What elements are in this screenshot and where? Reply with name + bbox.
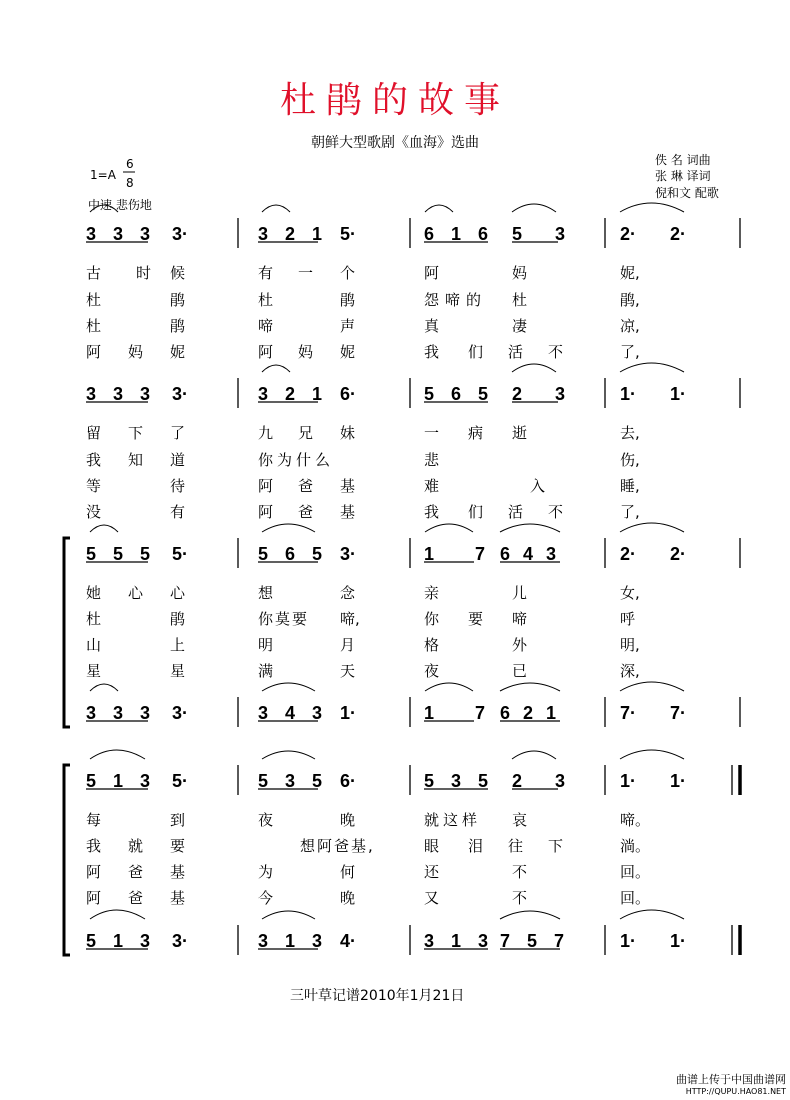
lyric-syllable: 何 [340, 863, 356, 881]
lyric-syllable: 就 [128, 837, 144, 855]
note-group: 5· [172, 771, 189, 791]
lyric-syllable: 明, [620, 636, 640, 654]
lyric-syllable: 基 [340, 503, 356, 521]
note-group: 5· [172, 544, 189, 564]
lyric-syllable: 没 [86, 503, 102, 521]
lyric-syllable: 活 [508, 503, 524, 521]
lyric-syllable: 鹃, [620, 291, 640, 309]
note-group: 2· [620, 544, 637, 564]
lyric-syllable: 我 [86, 837, 102, 855]
lyric-syllable: 爸 [128, 863, 144, 881]
note-group: 3 2 1 [258, 384, 329, 404]
note-group: 7· [670, 703, 687, 723]
lyric-syllable: 我 [424, 503, 440, 521]
lyric-syllable: 兄 [298, 424, 314, 442]
lyric-syllable: 今 [258, 889, 274, 907]
note-group: 1 7 [424, 544, 504, 564]
lyric-syllable: 怨啼的 [424, 291, 488, 309]
lyric-syllable: 们 [468, 343, 484, 361]
note-group: 3· [172, 224, 189, 244]
lyric-syllable: 每 [86, 811, 102, 829]
lyric-syllable: 我 [424, 343, 440, 361]
note-group: 7 5 7 [500, 931, 571, 951]
lyric-syllable: 阿 [86, 889, 102, 907]
lyric-syllable: 入 [530, 477, 546, 495]
lyric-syllable: 杜 [86, 610, 102, 628]
watermark-line-1: 曲谱上传于中国曲谱网 [676, 1073, 786, 1086]
lyric-syllable: 妮, [620, 264, 640, 282]
note-group: 5· [340, 224, 357, 244]
lyric-syllable: 妈 [298, 343, 314, 361]
lyric-syllable: 又 [424, 889, 440, 907]
lyric-syllable: 不 [512, 863, 528, 881]
note-group: 1· [670, 931, 687, 951]
lyric-syllable: 杜 [86, 317, 102, 335]
lyric-syllable: 伤, [620, 451, 640, 469]
lyric-syllable: 女, [620, 584, 640, 602]
lyric-syllable: 鹃 [170, 317, 186, 335]
lyric-syllable: 淌。 [620, 837, 651, 855]
lyric-syllable: 古 [86, 264, 102, 282]
lyric-syllable: 亲 [424, 584, 440, 602]
transcription-note: 三叶草记谱2010年1月21日 [290, 988, 465, 1004]
lyric-syllable: 哀 [512, 811, 528, 829]
note-group: 2· [670, 544, 687, 564]
lyric-syllable: 悲 [424, 451, 440, 469]
lyric-syllable: 为 [258, 863, 274, 881]
lyric-syllable: 难 [424, 477, 440, 495]
note-group: 5 6 5 [424, 384, 495, 404]
lyric-syllable: 眼 [424, 837, 440, 855]
note-group: 6 2 1 [500, 703, 561, 723]
lyric-syllable: 你为什么 [258, 451, 335, 469]
lyric-syllable: 不 [512, 889, 528, 907]
lyric-syllable: 你莫要 [258, 610, 310, 628]
lyric-syllable: 她 [86, 584, 102, 602]
lyric-syllable: 阿 [424, 264, 440, 282]
lyric-syllable: 基 [170, 889, 186, 907]
note-group: 3 1 3 [258, 931, 329, 951]
lyric-syllable: 已 [512, 662, 528, 680]
lyric-syllable: 阿 [258, 343, 274, 361]
note-group: 6 4 3 [500, 544, 561, 564]
lyric-syllable: 啼, [340, 610, 360, 628]
lyric-syllable: 妮 [170, 343, 186, 361]
lyric-syllable: 我 [86, 451, 102, 469]
lyric-syllable: 念 [340, 584, 356, 602]
lyric-syllable: 到 [170, 811, 186, 829]
lyric-syllable: 了, [620, 503, 640, 521]
watermark [676, 1071, 786, 1096]
lyric-syllable: 泪 [468, 837, 484, 855]
note-group: 6 1 6 [424, 224, 495, 244]
time-sig-top: 6 [126, 157, 134, 171]
lyric-syllable: 道 [170, 451, 186, 469]
lyric-syllable: 想 [258, 584, 274, 602]
lyric-syllable: 阿 [258, 477, 274, 495]
lyric-syllable: 妹 [340, 424, 356, 442]
lyric-syllable: 了, [620, 343, 640, 361]
note-group: 5 3 5 [424, 771, 495, 791]
song-title: 杜鹃的故事 [279, 80, 510, 121]
lyric-syllable: 外 [512, 636, 528, 654]
note-group: 1· [340, 703, 357, 723]
note-group: 3 1 3 [424, 931, 495, 951]
lyric-syllable: 一 [298, 264, 314, 282]
lyric-syllable: 爸 [298, 503, 314, 521]
credit-composer: 佚 名 词曲 [655, 153, 711, 167]
credit-translator: 张 琳 译词 [655, 169, 711, 183]
lyric-syllable: 夜 [258, 811, 274, 829]
note-group: 5 1 3 [86, 771, 157, 791]
lyric-syllable: 活 [508, 343, 524, 361]
lyric-syllable: 阿 [258, 503, 274, 521]
note-group: 3 2 1 [258, 224, 329, 244]
lyric-syllable: 心 [128, 584, 144, 602]
note-group: 2· [670, 224, 687, 244]
lyric-syllable: 要 [468, 610, 484, 628]
lyric-syllable: 上 [170, 636, 186, 654]
key-signature: 1=A [90, 168, 116, 182]
lyric-syllable: 下 [128, 424, 144, 442]
lyric-syllable: 下 [548, 837, 564, 855]
note-group: 3· [172, 931, 189, 951]
lyric-syllable: 声 [340, 317, 356, 335]
time-sig-bottom: 8 [126, 176, 134, 190]
note-group: 3 3 3 [86, 224, 157, 244]
lyric-syllable: 天 [340, 662, 356, 680]
note-group: 2 3 [512, 771, 580, 791]
lyric-syllable: 爸 [298, 477, 314, 495]
lyric-syllable: 格 [424, 636, 440, 654]
note-group: 3· [172, 384, 189, 404]
lyric-syllable: 要 [170, 837, 186, 855]
lyric-syllable: 基 [170, 863, 186, 881]
lyric-syllable: 心 [170, 584, 186, 602]
lyric-syllable: 真 [424, 317, 440, 335]
lyric-syllable: 杜 [258, 291, 274, 309]
note-group: 2 3 [512, 384, 580, 404]
lyric-syllable: 满 [258, 662, 274, 680]
lyric-syllable: 往 [508, 837, 524, 855]
lyric-syllable: 病 [468, 424, 484, 442]
lyric-syllable: 星 [86, 662, 102, 680]
tempo-marking: 中速 悲伤地 [88, 198, 152, 212]
note-group: 1· [670, 771, 687, 791]
note-group: 1· [620, 931, 637, 951]
lyric-syllable: 爸 [128, 889, 144, 907]
lyric-syllable: 星 [170, 662, 186, 680]
lyric-syllable: 候 [170, 264, 186, 282]
lyric-syllable: 妈 [128, 343, 144, 361]
lyric-syllable: 回。 [620, 863, 651, 881]
lyric-syllable: 山 [86, 636, 102, 654]
lyric-syllable: 睡, [620, 477, 640, 495]
lyric-syllable: 回。 [620, 889, 651, 907]
lyric-syllable: 等 [86, 477, 102, 495]
lyric-syllable: 鹃 [170, 610, 186, 628]
note-group: 3· [172, 703, 189, 723]
lyric-syllable: 逝 [512, 424, 528, 442]
lyric-syllable: 啼。 [620, 811, 651, 829]
note-group: 6· [340, 771, 357, 791]
lyric-syllable: 鹃 [340, 291, 356, 309]
note-group: 1· [670, 384, 687, 404]
lyric-syllable: 个 [340, 264, 356, 282]
note-group: 4· [340, 931, 357, 951]
note-group: 5 1 3 [86, 931, 157, 951]
song-subtitle: 朝鲜大型歌剧《血海》选曲 [311, 135, 479, 151]
note-group: 2· [620, 224, 637, 244]
lyric-syllable: 有 [258, 264, 274, 282]
note-group: 5 5 5 [86, 544, 157, 564]
lyric-syllable: 还 [424, 863, 440, 881]
note-group: 3 3 3 [86, 703, 157, 723]
note-group: 5 6 5 [258, 544, 329, 564]
note-group: 3 4 3 [258, 703, 329, 723]
credit-arranger: 倪和文 配歌 [655, 186, 719, 200]
lyric-syllable: 杜 [86, 291, 102, 309]
lyric-syllable: 九 [258, 424, 274, 442]
lyric-syllable: 你 [424, 610, 440, 628]
lyric-syllable: 晚 [340, 811, 356, 829]
lyric-syllable: 明 [258, 636, 274, 654]
note-group: 6· [340, 384, 357, 404]
note-group: 5 3 [512, 224, 580, 244]
lyric-syllable: 待 [170, 477, 186, 495]
lyric-syllable: 鹃 [170, 291, 186, 309]
lyric-syllable: 不 [548, 343, 564, 361]
lyric-syllable: 时 [136, 264, 152, 282]
lyric-syllable: 了 [170, 424, 186, 442]
lyric-syllable: 凄 [512, 317, 528, 335]
lyric-syllable: 一 [424, 424, 440, 442]
lyric-syllable: 呼 [620, 610, 636, 628]
lyric-syllable: 就这样 [424, 811, 482, 829]
note-group: 5 3 5 [258, 771, 329, 791]
lyric-syllable: 留 [86, 424, 102, 442]
lyric-syllable: 想阿爸基, [300, 837, 375, 855]
note-group: 1 7 [424, 703, 504, 723]
lyric-syllable: 夜 [424, 662, 440, 680]
lyric-syllable: 妮 [340, 343, 356, 361]
note-group: 7· [620, 703, 637, 723]
lyric-syllable: 杜 [512, 291, 528, 309]
lyric-syllable: 深, [620, 662, 640, 680]
lyric-syllable: 啼 [258, 317, 274, 335]
lyric-syllable: 凉, [620, 317, 640, 335]
watermark-line-2: HTTP://QUPU.HAO81.NET [685, 1087, 786, 1096]
lyric-syllable: 去, [620, 424, 640, 442]
lyric-syllable: 阿 [86, 343, 102, 361]
note-group: 1· [620, 384, 637, 404]
note-group: 1· [620, 771, 637, 791]
lyric-syllable: 妈 [512, 264, 528, 282]
lyric-syllable: 晚 [340, 889, 356, 907]
lyric-syllable: 基 [340, 477, 356, 495]
lyric-syllable: 们 [468, 503, 484, 521]
note-group: 3· [340, 544, 357, 564]
lyric-syllable: 啼 [512, 610, 528, 628]
lyric-syllable: 阿 [86, 863, 102, 881]
lyric-syllable: 知 [128, 451, 144, 469]
lyric-syllable: 儿 [512, 584, 528, 602]
lyric-syllable: 有 [170, 503, 186, 521]
note-group: 3 3 3 [86, 384, 157, 404]
lyric-syllable: 不 [548, 503, 564, 521]
lyric-syllable: 月 [340, 636, 356, 654]
